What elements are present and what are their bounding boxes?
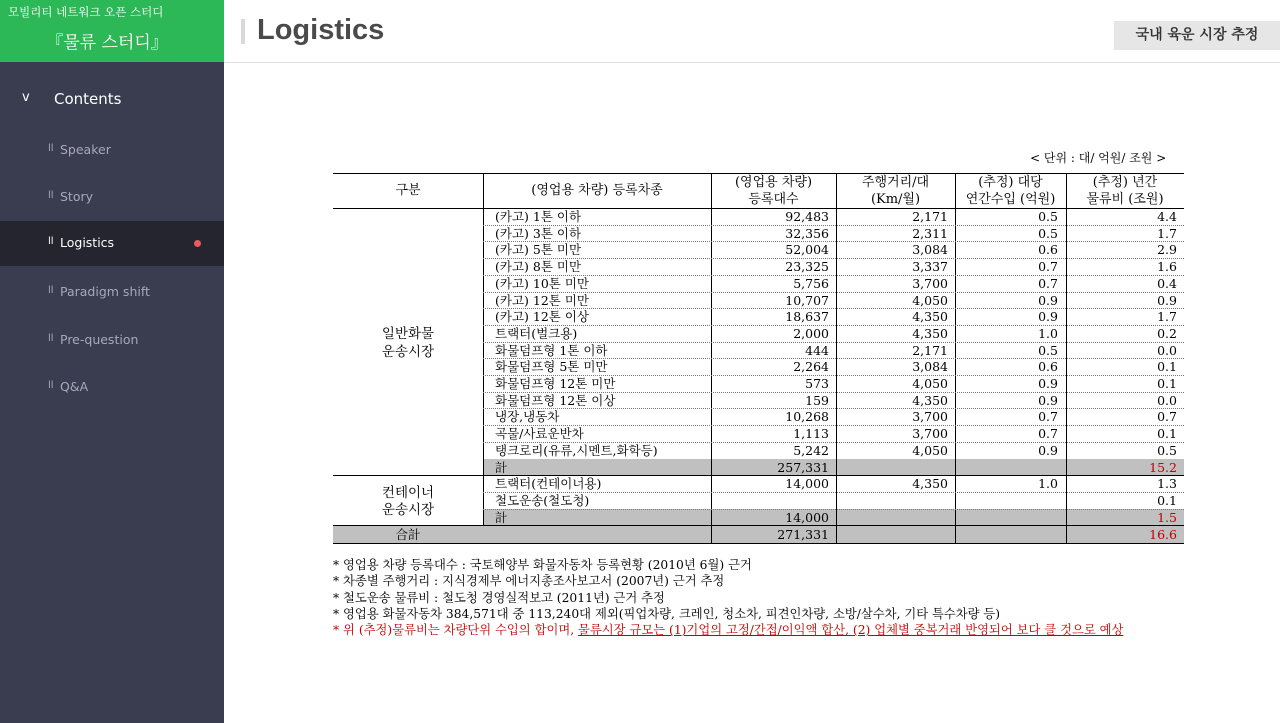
cell-count: 257,331 <box>777 459 829 475</box>
cell-vehicle-type: (카고) 12톤 이상 <box>495 309 589 325</box>
cell-income: 0.5 <box>1038 342 1058 358</box>
total-count: 271,331 <box>777 527 829 542</box>
cell-distance: 3,084 <box>912 359 948 375</box>
cell-count: 18,637 <box>785 309 829 325</box>
cell-vehicle-type: 화물덤프형 12톤 이상 <box>495 392 616 408</box>
cell-income: 0.9 <box>1038 309 1058 325</box>
bullet-icon: ll <box>48 143 54 154</box>
group-label-general-line1: 일반화물 <box>381 326 435 342</box>
cell-vehicle-type: 화물덤프형 5톤 미만 <box>495 359 608 375</box>
cell-distance: 4,350 <box>912 392 948 408</box>
cell-distance: 3,084 <box>912 242 948 258</box>
total-cost: 16.6 <box>1149 527 1177 542</box>
cell-vehicle-type: 냉장,냉동차 <box>495 409 560 425</box>
bullet-icon: ll <box>48 236 54 247</box>
cell-count: 10,268 <box>785 409 829 425</box>
cell-income: 0.9 <box>1038 442 1058 458</box>
cell-cost: 0.1 <box>1157 359 1177 375</box>
cell-vehicle-type: 화물덤프형 1톤 이하 <box>495 342 608 358</box>
header-income-line1: (추정) 대당 <box>978 175 1043 190</box>
header-count-line2: 등록대수 <box>748 192 799 207</box>
cell-vehicle-type: 計 <box>495 509 508 525</box>
cell-cost: 1.3 <box>1157 476 1177 492</box>
group-label-container-line1: 컨테이너 <box>381 485 435 501</box>
contents-label: Contents <box>54 90 122 108</box>
header-cost-line1: (추정) 년간 <box>1092 175 1158 190</box>
cell-distance: 4,050 <box>912 442 948 458</box>
cell-distance: 3,700 <box>912 409 948 425</box>
cell-count: 14,000 <box>785 509 829 525</box>
cell-cost: 0.1 <box>1157 376 1177 391</box>
group-label-general-line2: 운송시장 <box>381 344 435 360</box>
cell-cost: 2.9 <box>1157 242 1177 258</box>
cell-vehicle-type: 트랙터(벌크용) <box>495 325 578 341</box>
cell-cost: 1.6 <box>1157 259 1177 275</box>
bullet-icon: ll <box>48 380 54 391</box>
sidebar <box>0 0 224 723</box>
cell-vehicle-type: (카고) 12톤 미만 <box>495 292 589 308</box>
cell-cost: 15.2 <box>1149 459 1177 475</box>
cell-count: 32,356 <box>785 225 829 241</box>
cell-count: 92,483 <box>785 209 829 224</box>
cell-distance: 3,700 <box>912 426 948 442</box>
cell-income: 0.6 <box>1038 359 1058 375</box>
cell-income: 1.0 <box>1038 476 1058 492</box>
sidebar-item-pre-question[interactable] <box>0 318 224 362</box>
cell-cost: 4.4 <box>1157 209 1177 224</box>
cell-cost: 0.0 <box>1157 342 1177 358</box>
cell-cost: 0.7 <box>1157 409 1177 425</box>
page-title: Logistics <box>257 14 385 46</box>
cell-cost: 0.9 <box>1157 292 1177 308</box>
cell-distance: 2,171 <box>912 209 948 224</box>
cell-income: 0.6 <box>1038 242 1058 258</box>
brand-subtitle: 모빌리티 네트워크 오픈 스터디 <box>8 5 164 19</box>
cell-cost: 0.0 <box>1157 392 1177 408</box>
footnote: * 영업용 화물자동차 384,571대 중 113,240대 제외(픽업차량, 크레인, 청소차, 피견인차량, 소방/살수차, 기타 특수차량 등) <box>333 606 1001 621</box>
bullet-icon: ll <box>48 190 54 201</box>
cell-distance: 4,350 <box>912 476 948 492</box>
cell-vehicle-type: 탱크로리(유류,시멘트,화학등) <box>495 442 658 458</box>
header-distance-line1: 주행거리/대 <box>861 175 930 190</box>
col-divider <box>483 173 484 525</box>
cell-distance: 2,171 <box>912 342 948 358</box>
header-divider <box>224 62 1280 63</box>
cell-income: 0.5 <box>1038 209 1058 224</box>
footnote: * 철도운송 물류비 : 철도청 경영실적보고 (2011년) 근거 추정 <box>333 590 665 605</box>
footnotes <box>333 557 1123 638</box>
cell-income: 0.7 <box>1038 259 1058 275</box>
cell-income: 0.7 <box>1038 409 1058 425</box>
footnote: * 차종별 주행거리 : 지식경제부 에너지총조사보고서 (2007년) 근거 추정 <box>333 574 725 589</box>
sidebar-item-label: Speaker <box>60 142 111 157</box>
sidebar-item-label: Q&A <box>60 379 89 394</box>
cell-distance: 3,337 <box>912 259 948 275</box>
cell-count: 159 <box>805 392 829 408</box>
cell-count: 52,004 <box>785 242 829 258</box>
cell-vehicle-type: (카고) 5톤 미만 <box>495 242 582 258</box>
sidebar-item-speaker[interactable] <box>0 128 224 172</box>
cell-distance: 4,350 <box>912 309 948 325</box>
header-cost-line2: 물류비 (조원) <box>1086 192 1164 207</box>
logistics-table <box>333 173 1184 544</box>
cell-income: 0.9 <box>1038 376 1058 391</box>
cell-vehicle-type: 곡물/사료운반차 <box>495 426 584 442</box>
sidebar-item-label: Story <box>60 189 94 204</box>
footnote-highlight-part2: 물류시장 규모는 (1)기업의 고정/간접/이익액 합산, (2) 업체별 중복거래 반영되어 보다 클 것으로 예상 <box>578 623 1124 638</box>
cell-cost: 0.2 <box>1157 325 1177 341</box>
sidebar-item-label: Pre-question <box>60 332 139 347</box>
sidebar-item-story[interactable] <box>0 175 224 219</box>
cell-cost: 1.7 <box>1157 309 1177 325</box>
cell-count: 1,113 <box>793 426 829 442</box>
cell-count: 573 <box>805 376 829 391</box>
cell-cost: 1.5 <box>1157 509 1177 525</box>
cell-cost: 0.5 <box>1157 442 1177 458</box>
cell-count: 2,000 <box>793 325 829 341</box>
cell-distance: 3,700 <box>912 275 948 291</box>
brand-header[interactable] <box>0 0 224 62</box>
cell-cost: 0.1 <box>1157 492 1177 508</box>
cell-vehicle-type: 計 <box>495 459 508 475</box>
cell-vehicle-type: 철도운송(철도청) <box>495 492 590 508</box>
brand-title: 『물류 스터디』 <box>46 33 168 53</box>
cell-income: 0.9 <box>1038 292 1058 308</box>
cell-count: 5,242 <box>793 442 829 458</box>
cell-cost: 0.1 <box>1157 426 1177 442</box>
header-count-line1: (영업용 차량) <box>734 175 813 190</box>
cell-cost: 0.4 <box>1157 275 1177 291</box>
cell-count: 5,756 <box>793 275 829 291</box>
unit-note: < 단위 : 대/ 억원/ 조원 > <box>1030 151 1167 165</box>
cell-vehicle-type: 화물덤프형 12톤 미만 <box>495 376 616 391</box>
sidebar-item-paradigm-shift[interactable] <box>0 270 224 314</box>
header-vehicle-type: (영업용 차량) 등록차종 <box>531 183 663 198</box>
cell-income: 0.7 <box>1038 426 1058 442</box>
sidebar-item-label: Logistics <box>60 235 115 250</box>
cell-count: 10,707 <box>785 292 829 308</box>
total-label: 合計 <box>395 527 421 542</box>
cell-cost: 1.7 <box>1157 225 1177 241</box>
footnote: * 영업용 차량 등록대수 : 국토해양부 화물자동차 등록현황 (2010년 6월) 근거 <box>333 558 752 572</box>
cell-distance: 2,311 <box>912 225 948 241</box>
contents-toggle[interactable] <box>0 86 224 116</box>
cell-vehicle-type: (카고) 10톤 미만 <box>495 275 589 291</box>
header-income-line2: 연간수입 (억원) <box>965 192 1056 207</box>
cell-vehicle-type: (카고) 1톤 이하 <box>495 209 582 224</box>
active-indicator-dot <box>194 240 201 247</box>
cell-count: 444 <box>805 342 829 358</box>
footnote-highlight <box>333 622 1123 638</box>
section-tag: 국내 육운 시장 추정 <box>1114 21 1280 50</box>
footnote-highlight-part1: * 위 (추정)물류비는 차량단위 수입의 합이며, <box>333 623 579 638</box>
cell-distance: 4,350 <box>912 325 948 341</box>
title-accent-bar <box>241 19 245 44</box>
bullet-icon: ll <box>48 285 54 296</box>
cell-distance: 4,050 <box>912 292 948 308</box>
cell-distance: 4,050 <box>912 376 948 391</box>
cell-vehicle-type: 트랙터(컨테이너용) <box>495 476 602 492</box>
cell-count: 2,264 <box>793 359 829 375</box>
cell-income: 0.9 <box>1038 392 1058 408</box>
cell-income: 0.7 <box>1038 275 1058 291</box>
sidebar-item-qa[interactable] <box>0 365 224 409</box>
sidebar-item-logistics[interactable] <box>0 221 224 266</box>
header-category: 구분 <box>395 183 421 198</box>
cell-count: 14,000 <box>785 476 829 492</box>
group-label-container-line2: 운송시장 <box>381 502 435 518</box>
sidebar-item-label: Paradigm shift <box>60 284 150 299</box>
cell-count: 23,325 <box>785 259 829 275</box>
cell-income: 1.0 <box>1038 325 1058 341</box>
chevron-down-icon: v <box>22 90 30 105</box>
cell-vehicle-type: (카고) 3톤 이하 <box>495 225 582 241</box>
cell-vehicle-type: (카고) 8톤 미만 <box>495 259 582 275</box>
header-distance-line2: (Km/월) <box>870 192 921 207</box>
cell-income: 0.5 <box>1038 225 1058 241</box>
bullet-icon: ll <box>48 333 54 344</box>
